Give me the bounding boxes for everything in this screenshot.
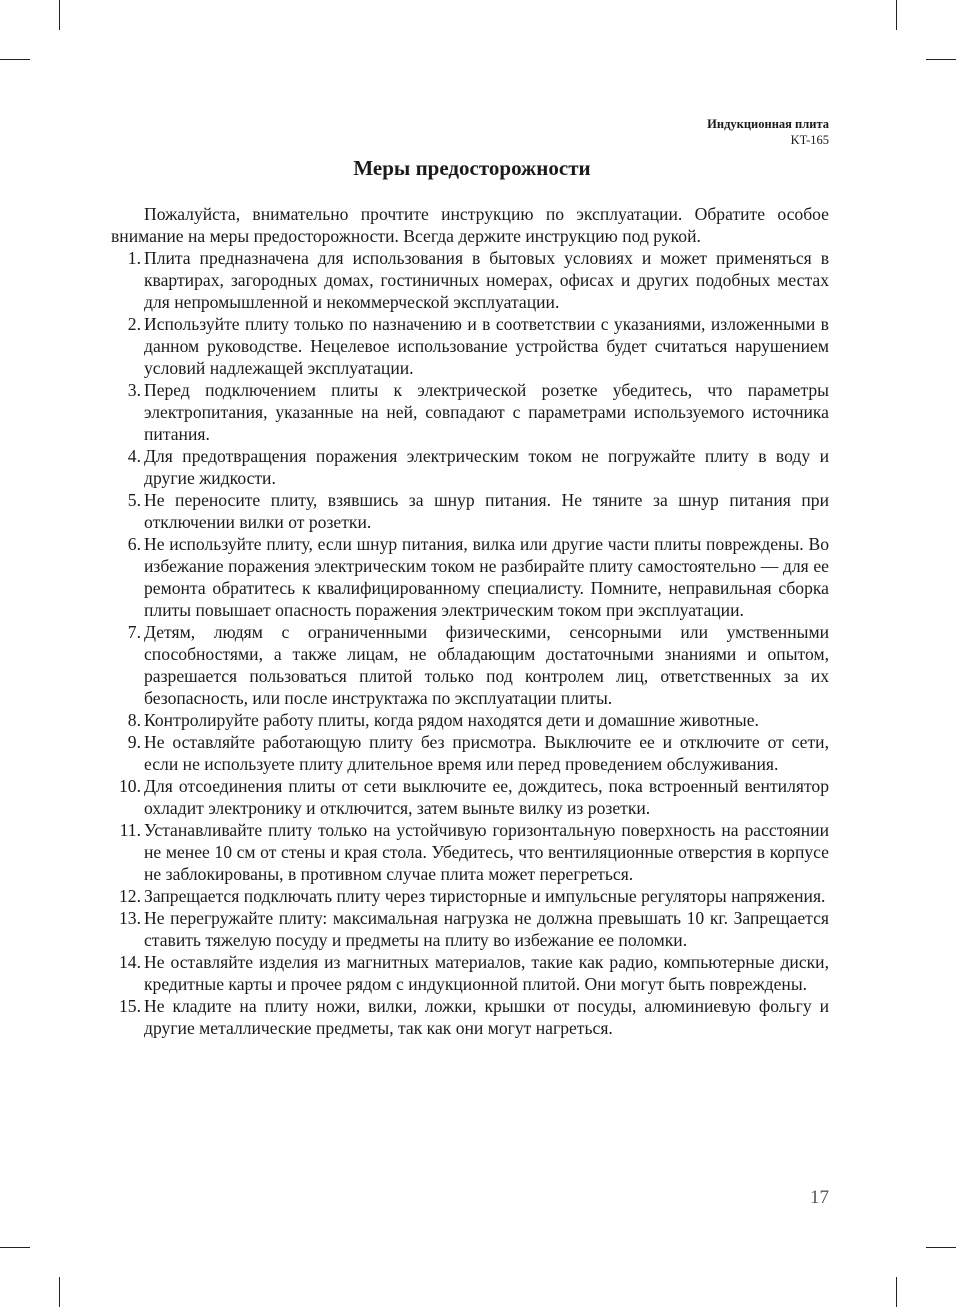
crop-mark-bottom-left: [59, 1277, 60, 1307]
list-item-number: 6.: [127, 534, 141, 554]
list-item-text: Не перегружайте плиту: максимальная нагрузка не должна превышать 10 кг. Запрещается ставить тяжелую посуду и предметы на плиту во избежание ее поломки.: [144, 908, 829, 950]
list-item-text: Для предотвращения поражения электрическим током не погружайте плиту в воду и другие жидкости.: [144, 446, 829, 488]
list-item: [111, 247, 829, 313]
list-item: [111, 489, 829, 533]
list-item-text: Не переносите плиту, взявшись за шнур питания. Не тяните за шнур питания при отключении вилки от розетки.: [144, 490, 829, 532]
list-item: [111, 731, 829, 775]
list-item-number: 3.: [127, 380, 141, 400]
list-item: [111, 907, 829, 951]
list-item-text: Не кладите на плиту ножи, вилки, ложки, крышки от посуды, алюминиевую фольгу и другие металлические предметы, так как они могут нагреться.: [144, 996, 829, 1038]
list-item-number: 5.: [127, 490, 141, 510]
crop-mark-right-bottom: [926, 1247, 956, 1248]
list-item-text: Не используйте плиту, если шнур питания, вилка или другие части плиты повреждены. Во избежание поражения электрическим током не разбирайте плиту самостоятельно — для ее ремонта обратитесь к квалифицированному специалисту. Помните, неправильная сборка плиты повышает опасность поражения электрическим током при эксплуатации.: [144, 534, 829, 620]
list-item-text: Запрещается подключать плиту через тиристорные и импульсные регуляторы напряжения.: [144, 886, 826, 906]
list-item: [111, 709, 829, 731]
document-body: [111, 203, 829, 1039]
list-item-text: Перед подключением плиты к электрической розетке убедитесь, что параметры электропитания, указанные на ней, совпадают с параметрами используемого источника питания.: [144, 380, 829, 444]
header-model: KT-165: [790, 133, 829, 147]
list-item-number: 9.: [127, 732, 141, 752]
crop-mark-top-left: [59, 0, 60, 30]
list-item: [111, 951, 829, 995]
list-item-text: Детям, людям с ограниченными физическими, сенсорными или умственными способностями, а также лицам, не обладающим достаточными знаниями и опытом, разрешается пользоваться плитой только под контролем лиц, ответственных за их безопасность, или после инструктажа по эксплуатации плиты.: [144, 622, 829, 708]
list-item-text: Используйте плиту только по назначению и в соответствии с указаниями, изложенными в данном руководстве. Нецелевое использование устройства будет считаться нарушением условий надлежащей эксплуатации.: [144, 314, 829, 378]
list-item-number: 12.: [119, 886, 141, 906]
list-item: [111, 775, 829, 819]
list-item-number: 2.: [127, 314, 141, 334]
list-item-text: Устанавливайте плиту только на устойчивую горизонтальную поверхность на расстоянии не менее 10 см от стены и края стола. Убедитесь, что вентиляционные отверстия в корпусе не заблокированы, в противном случае плита может перегреться.: [144, 820, 829, 884]
header-product: Индукционная плита: [707, 117, 829, 131]
list-item-number: 7.: [127, 622, 141, 642]
list-item: [111, 379, 829, 445]
precautions-list: [111, 247, 829, 1039]
list-item-number: 13.: [119, 908, 141, 928]
crop-mark-right-top: [926, 59, 956, 60]
list-item: [111, 445, 829, 489]
crop-mark-bottom-right: [896, 1277, 897, 1307]
page-title: Меры предосторожности: [353, 156, 591, 180]
list-item-text: Контролируйте работу плиты, когда рядом находятся дети и домашние животные.: [144, 710, 759, 730]
crop-mark-left-bottom: [0, 1247, 30, 1248]
list-item: [111, 313, 829, 379]
running-header: [707, 116, 829, 148]
list-item-text: Не оставляйте работающую плиту без присмотра. Выключите ее и отключите от сети, если не используете плиту длительное время или перед проведением обслуживания.: [144, 732, 829, 774]
list-item-number: 11.: [119, 820, 141, 840]
list-item-number: 14.: [119, 952, 141, 972]
list-item-number: 8.: [127, 710, 141, 730]
crop-mark-top-right: [896, 0, 897, 30]
list-item-number: 10.: [119, 776, 141, 796]
list-item: [111, 533, 829, 621]
list-item: [111, 621, 829, 709]
intro-paragraph: Пожалуйста, внимательно прочтите инструкцию по эксплуатации. Обратите особое внимание на меры предосторожности. Всегда держите инструкцию под рукой.: [111, 204, 829, 246]
list-item: [111, 995, 829, 1039]
list-item-number: 1.: [127, 248, 141, 268]
list-item-text: Не оставляйте изделия из магнитных материалов, такие как радио, компьютерные диски, кредитные карты и прочее рядом с индукционной плитой. Они могут быть повреждены.: [144, 952, 829, 994]
list-item: [111, 885, 829, 907]
list-item-number: 4.: [127, 446, 141, 466]
crop-mark-left-top: [0, 59, 30, 60]
list-item-text: Для отсоединения плиты от сети выключите ее, дождитесь, пока встроенный вентилятор охладит электронику и отключится, затем выньте вилку из розетки.: [144, 776, 829, 818]
page-number: 17: [810, 1187, 829, 1208]
list-item-number: 15.: [119, 996, 141, 1016]
list-item-text: Плита предназначена для использования в бытовых условиях и может применяться в квартирах, загородных домах, гостиничных номерах, офисах и других подобных местах для непромышленной и некоммерческой эксплуатации.: [144, 248, 829, 312]
list-item: [111, 819, 829, 885]
